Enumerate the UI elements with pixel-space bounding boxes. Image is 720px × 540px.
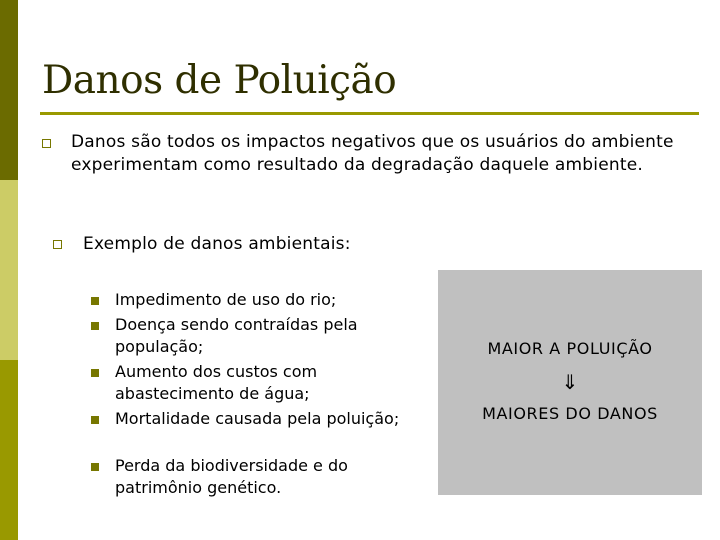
slide-title: Danos de Poluição — [42, 58, 397, 103]
title-underline — [40, 112, 699, 115]
left-bar-bottom — [0, 360, 18, 540]
square-bullet-icon — [42, 139, 51, 148]
down-arrow-icon: ⇓ — [561, 370, 579, 394]
filled-square-bullet-icon — [91, 369, 99, 377]
callout-line-2: MAIORES DO DANOS — [482, 404, 658, 423]
examples-heading: Exemplo de danos ambientais: — [83, 234, 351, 254]
example-item: Perda da biodiversidade e do patrimônio genético. — [115, 456, 348, 497]
filled-square-bullet-icon — [91, 463, 99, 471]
filled-square-bullet-icon — [91, 322, 99, 330]
filled-square-bullet-icon — [91, 297, 99, 305]
left-bar-top — [0, 0, 18, 180]
filled-square-bullet-icon — [91, 416, 99, 424]
callout-box — [438, 270, 702, 495]
example-item: Aumento dos custos com abastecimento de água; — [115, 362, 318, 403]
callout-line-1: MAIOR A POLUIÇÃO — [487, 339, 653, 358]
example-item: Doença sendo contraídas pela população; — [115, 315, 358, 356]
example-item: Impedimento de uso do rio; — [115, 290, 337, 309]
left-bar-middle — [0, 180, 18, 360]
example-item: Mortalidade causada pela poluição; — [115, 409, 400, 428]
square-bullet-icon — [53, 240, 62, 249]
definition-text: Danos são todos os impactos negativos que os usuários do ambiente experimentam como resultado da degradação daquele ambiente. — [71, 132, 674, 175]
